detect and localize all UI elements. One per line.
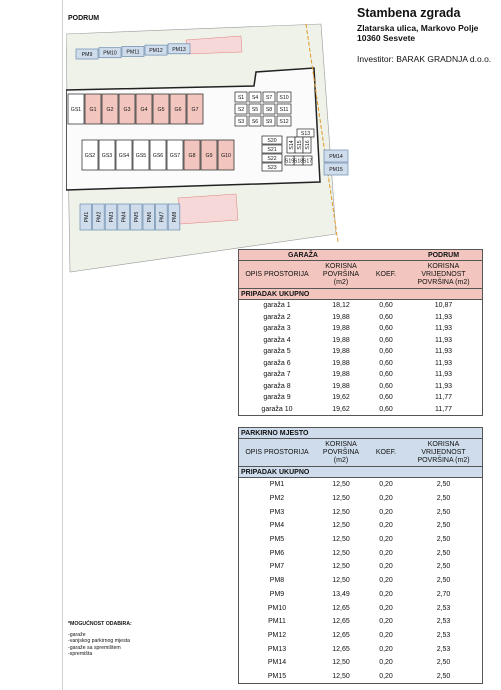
cell-koef: 0,20	[379, 645, 393, 653]
table-row	[239, 478, 483, 492]
cell-name: PM11	[268, 618, 286, 626]
ramp-hatch-bottom	[178, 194, 238, 224]
cell-koef: 0,20	[379, 563, 393, 571]
option-item: -spremišta	[68, 650, 93, 657]
cell-koef: 0,60	[379, 348, 393, 356]
cell-value: 11,77	[435, 394, 452, 402]
table-row	[239, 358, 483, 370]
cell-name: PM13	[267, 645, 287, 653]
cell-value: 2,50	[436, 536, 451, 544]
cell-name: PM9	[269, 590, 285, 598]
storage-label: S22	[267, 156, 277, 162]
parking-spot-label: PM13	[172, 46, 186, 53]
cell-koef: 0,60	[379, 359, 393, 367]
cell-area: 12,50	[332, 549, 350, 557]
cell-value: 2,50	[436, 672, 451, 680]
table-row	[239, 346, 483, 358]
garage-table-floor: PODRUM	[405, 250, 483, 261]
storage-label: S19	[284, 158, 295, 165]
cell-value: 2,50	[436, 577, 451, 585]
cell-koef: 0,20	[379, 536, 393, 544]
table-row	[239, 533, 483, 547]
cell-area: 19,88	[332, 348, 350, 356]
cell-value: 2,50	[436, 549, 451, 557]
cell-koef: 0,60	[379, 336, 393, 344]
parking-spot-label: PM7	[159, 211, 166, 223]
cell-value: 2,50	[436, 481, 451, 489]
garage-label: G5	[157, 107, 165, 113]
cell-value: 11,93	[435, 371, 452, 379]
storage-label: S6	[251, 119, 259, 125]
table-row	[239, 656, 483, 670]
storage-label: S21	[267, 147, 277, 153]
cell-koef: 0,20	[379, 604, 393, 612]
cell-koef: 0,60	[379, 302, 393, 310]
cell-koef: 0,60	[379, 394, 393, 402]
garage-label: GS3	[101, 153, 113, 159]
cell-area: 12,50	[332, 536, 350, 544]
cell-area: 12,50	[332, 659, 350, 667]
cell-koef: 0,20	[379, 631, 393, 639]
table-row	[239, 642, 483, 656]
option-item: -garaže sa spremištem	[68, 644, 121, 651]
cell-koef: 0,60	[379, 405, 393, 413]
table-row	[239, 519, 483, 533]
cell-area: 19,88	[332, 325, 350, 333]
cell-value: 2,53	[436, 645, 451, 653]
storage-label: S3	[237, 119, 245, 125]
cell-koef: 0,20	[379, 659, 393, 667]
col-povrsina: KORISNA POVRŠINA (m2)	[315, 439, 367, 467]
cell-name: PM14	[267, 659, 287, 667]
building-address	[357, 23, 478, 43]
cell-value: 2,50	[436, 508, 451, 516]
cell-name: garaža 5	[263, 348, 291, 356]
cell-name: garaža 9	[263, 394, 291, 402]
cell-area: 12,65	[332, 631, 350, 639]
table-row	[239, 505, 483, 519]
cell-value: 2,53	[436, 604, 451, 612]
cell-koef: 0,20	[379, 481, 393, 489]
garage-label: GS1	[70, 107, 82, 113]
left-margin	[0, 0, 62, 690]
table-row	[239, 404, 483, 416]
floor-label: PODRUM	[68, 15, 100, 22]
storage-label: S8	[265, 107, 273, 113]
cell-area: 12,65	[332, 604, 350, 612]
garage-label: GS5	[135, 153, 147, 159]
parking-spot-label: PM10	[103, 50, 117, 57]
investor-line: Investitor: BARAK GRADNJA d.o.o.	[357, 54, 492, 64]
col-vrijednost: KORISNA VRIJEDNOST POVRŠINA (m2)	[405, 261, 483, 289]
cell-area: 12,65	[332, 645, 350, 653]
parking-spot-label: PM1	[83, 211, 90, 223]
cell-name: garaža 1	[263, 302, 291, 310]
cell-koef: 0,20	[379, 590, 393, 598]
cell-value: 11,93	[435, 313, 452, 321]
garage-label: GS2	[84, 153, 96, 159]
garage-label: G2	[106, 107, 114, 113]
table-row	[239, 323, 483, 335]
parking-spot-label: PM6	[146, 211, 153, 223]
table-row	[239, 615, 483, 629]
garage-label: G10	[221, 153, 231, 159]
cell-value: 11,93	[435, 359, 452, 367]
table-row	[239, 312, 483, 324]
cell-name: garaža 4	[263, 336, 291, 344]
cell-name: PM15	[267, 672, 287, 680]
col-opis: OPIS PROSTORIJA	[239, 261, 316, 289]
cell-koef: 0,20	[379, 672, 393, 680]
cell-koef: 0,60	[379, 325, 393, 333]
col-koef: KOEF.	[367, 261, 405, 289]
table-row	[239, 369, 483, 381]
cell-name: garaža 8	[263, 382, 291, 390]
storage-label: S7	[265, 95, 273, 101]
table-row	[239, 300, 483, 312]
garage-label: G8	[188, 153, 196, 159]
storage-label: S17	[302, 158, 313, 165]
cell-koef: 0,20	[379, 495, 393, 503]
cell-value: 11,93	[435, 382, 452, 390]
cell-area: 19,88	[332, 382, 350, 390]
options-note	[68, 621, 132, 657]
building-title: Stambena zgrada	[357, 6, 461, 20]
parking-spot-label: PM2	[96, 211, 103, 223]
cell-area: 19,88	[332, 359, 350, 367]
storage-label: S12	[279, 119, 289, 125]
garage-label: G4	[140, 107, 148, 113]
cell-name: PM2	[269, 495, 285, 503]
cell-name: PM3	[269, 508, 285, 516]
address-line-1: Zlatarska ulica, Markovo Polje	[357, 23, 479, 33]
table-row	[239, 492, 483, 506]
storage-label: S9	[265, 119, 273, 125]
parking-spot-label: PM8	[172, 211, 178, 223]
cell-name: garaža 6	[263, 359, 291, 367]
cell-value: 2,70	[436, 590, 451, 598]
parking-spot-label: PM11	[126, 49, 140, 56]
garage-label: G9	[205, 153, 213, 159]
parking-spot-label: PM5	[134, 211, 141, 223]
cell-value: 2,53	[436, 631, 451, 639]
option-item: -vanjskog parkirnog mjesta	[68, 638, 130, 645]
storage-label: S1	[237, 95, 245, 101]
cell-value: 11,93	[435, 325, 452, 333]
table-row	[239, 601, 483, 615]
garage-label: GS7	[169, 153, 181, 159]
parking-spot-label: PM14	[329, 154, 343, 160]
cell-area: 13,49	[332, 590, 350, 598]
cell-koef: 0,20	[379, 508, 393, 516]
cell-area: 12,50	[332, 508, 350, 516]
cell-koef: 0,20	[379, 522, 393, 530]
cell-area: 19,62	[332, 405, 350, 413]
cell-area: 12,50	[332, 481, 350, 489]
cell-area: 19,88	[332, 371, 350, 379]
cell-area: 18,12	[332, 302, 350, 310]
storage-label: S5	[251, 107, 259, 113]
cell-value: 2,50	[436, 563, 451, 571]
storage-label: S4	[251, 95, 259, 101]
col-povrsina: KORISNA POVRŠINA (m2)	[315, 261, 367, 289]
garage-section: PRIPADAK UKUPNO	[239, 289, 483, 300]
cell-area: 12,50	[332, 672, 350, 680]
cell-value: 2,50	[436, 522, 451, 530]
cell-area: 12,65	[332, 618, 350, 626]
parking-table-title: PARKIRNO MJESTO	[239, 428, 483, 439]
cell-koef: 0,60	[379, 313, 393, 321]
cell-area: 12,50	[332, 577, 350, 585]
table-row	[239, 392, 483, 404]
table-row	[239, 588, 483, 602]
storage-label: S18	[293, 158, 304, 165]
cell-area: 19,88	[332, 336, 350, 344]
parking-spot-label: PM9	[81, 52, 93, 58]
cell-name: PM8	[269, 577, 285, 585]
cell-value: 10,87	[434, 302, 453, 310]
parking-spot-label: PM3	[109, 211, 115, 223]
cell-koef: 0,60	[379, 371, 393, 379]
garage-table-title: GARAŽA	[239, 250, 368, 261]
storage-label: S23	[267, 165, 277, 171]
cell-koef: 0,20	[379, 618, 393, 626]
cell-value: 2,53	[436, 618, 451, 626]
floor-plan-drawing	[66, 22, 356, 274]
parking-spot-label: PM4	[121, 211, 128, 223]
cell-koef: 0,60	[379, 382, 393, 390]
parking-table	[238, 427, 483, 684]
cell-value: 11,93	[435, 336, 452, 344]
garage-label: G1	[89, 107, 97, 113]
storage-label: S15	[297, 140, 303, 150]
cell-name: garaža 3	[263, 325, 291, 333]
table-row	[239, 335, 483, 347]
option-item: -garaže	[68, 632, 86, 639]
cell-name: garaža 2	[263, 313, 291, 321]
table-row	[239, 381, 483, 393]
garage-label: G6	[174, 107, 182, 113]
floor-plan	[66, 22, 356, 274]
garage-label: G7	[191, 107, 199, 113]
cell-name: garaža 10	[261, 405, 293, 413]
parking-spot-label: PM15	[329, 167, 343, 173]
cell-area: 19,88	[332, 313, 350, 321]
cell-name: PM7	[269, 563, 285, 571]
cell-value: 11,77	[435, 405, 452, 413]
cell-name: PM1	[269, 481, 285, 489]
cell-value: 2,50	[436, 659, 451, 667]
cell-value: 2,50	[436, 495, 451, 503]
cell-name: PM12	[267, 631, 287, 639]
parking-spot-label: PM12	[149, 48, 163, 55]
col-koef: KOEF.	[367, 439, 405, 467]
storage-label: S2	[237, 107, 245, 113]
table-row	[239, 546, 483, 560]
col-vrijednost: KORISNA VRIJEDNOST POVRŠINA (m2)	[405, 439, 483, 467]
garage-label: G3	[123, 107, 131, 113]
table-row	[239, 560, 483, 574]
garage-label: GS4	[118, 153, 130, 159]
parking-section: PRIPADAK UKUPNO	[239, 467, 483, 478]
cell-name: PM5	[269, 536, 285, 544]
table-row	[239, 574, 483, 588]
cell-value: 11,93	[435, 348, 452, 356]
cell-name: PM6	[269, 549, 285, 557]
options-heading: *MOGUĆNOST ODABIRA:	[68, 621, 132, 627]
table-row	[239, 629, 483, 643]
cell-name: garaža 7	[263, 371, 291, 379]
cell-area: 12,50	[332, 495, 350, 503]
storage-label: S16	[305, 140, 311, 150]
cell-koef: 0,20	[379, 577, 393, 585]
cell-name: PM4	[269, 522, 285, 530]
cell-area: 12,50	[332, 522, 350, 530]
cell-area: 12,50	[332, 563, 350, 571]
col-opis: OPIS PROSTORIJA	[239, 439, 316, 467]
margin-rule	[62, 0, 63, 690]
storage-label: S14	[289, 140, 295, 150]
address-line-2: 10360 Sesvete	[357, 33, 416, 43]
storage-label: S13	[300, 131, 311, 137]
garage-label: GS6	[152, 153, 164, 159]
storage-label: S20	[267, 138, 277, 144]
table-row	[239, 670, 483, 684]
cell-area: 19,62	[332, 394, 350, 402]
storage-label: S10	[279, 95, 289, 101]
cell-name: PM10	[267, 604, 287, 612]
cell-koef: 0,20	[379, 549, 393, 557]
garage-table	[238, 249, 483, 416]
storage-label: S11	[279, 107, 289, 113]
